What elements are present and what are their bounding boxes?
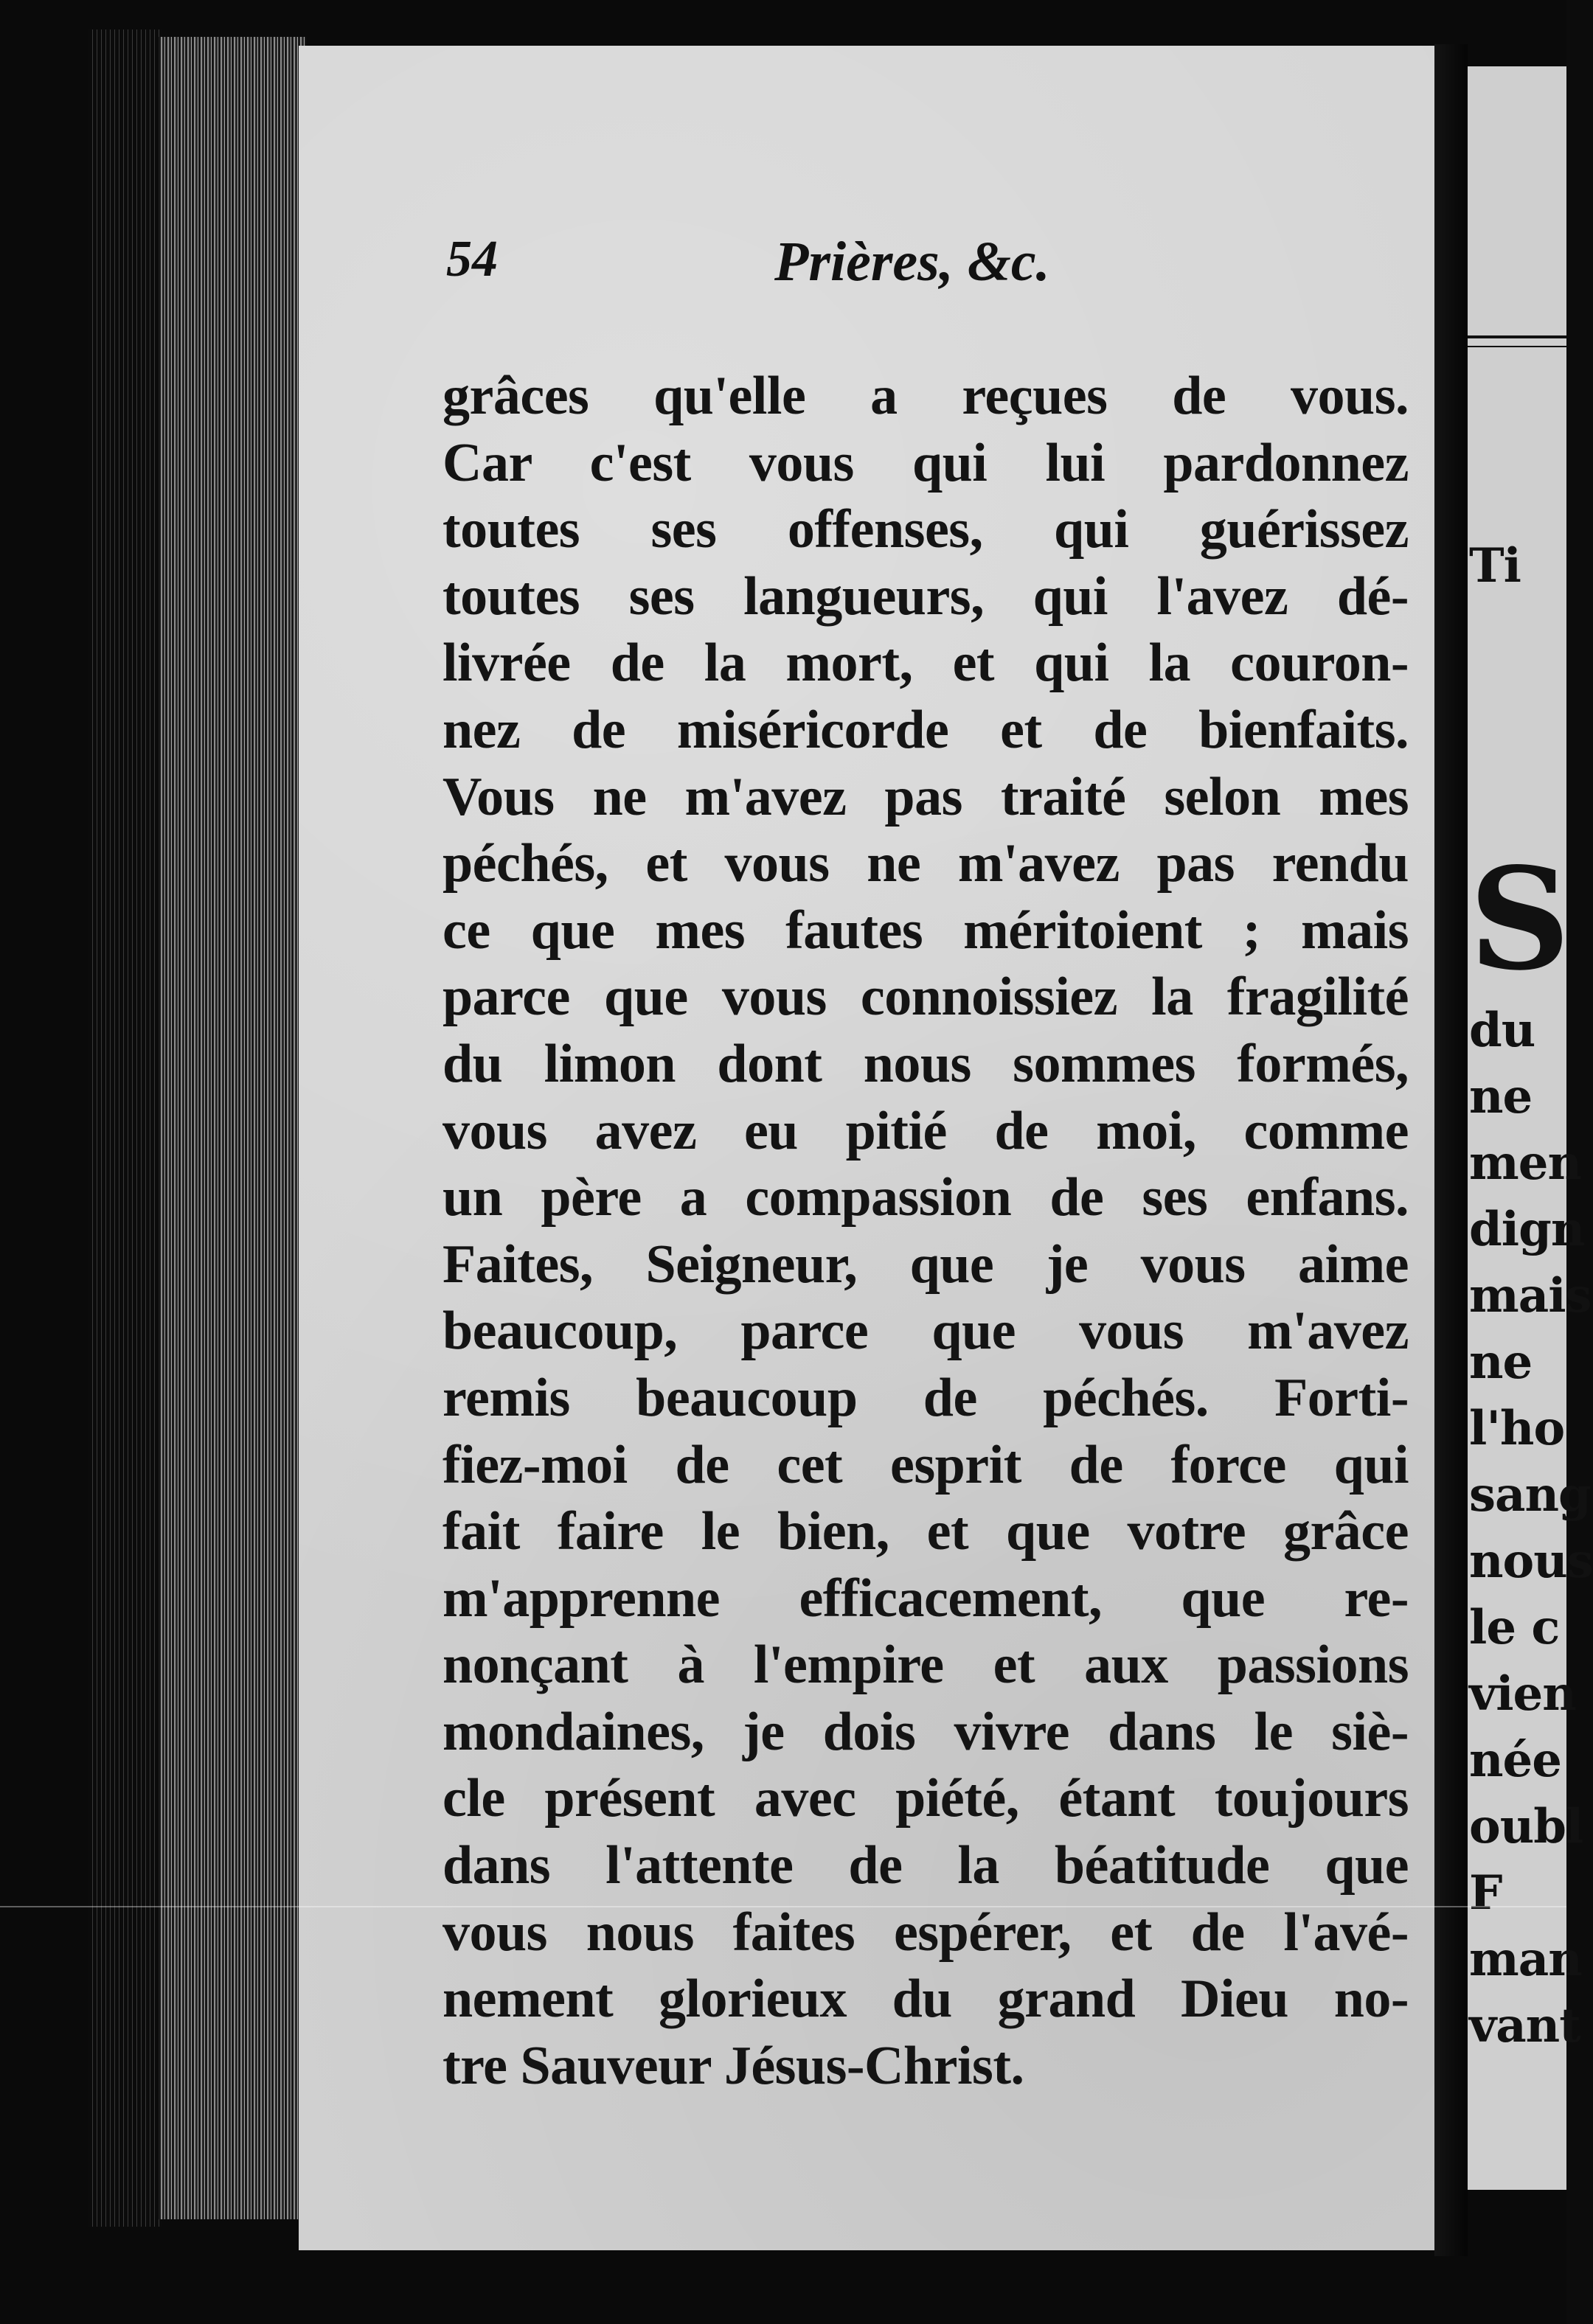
- text-line: du limon dont nous sommes formés,: [442, 1033, 1409, 1094]
- text-line: grâces qu'elle a reçues de vous.: [442, 366, 1409, 426]
- facing-line: mais: [1469, 1268, 1592, 1323]
- left-page: [299, 46, 1434, 2250]
- page-edges: [159, 37, 306, 2219]
- facing-line: man: [1469, 1932, 1582, 1987]
- page-number: 54: [446, 231, 498, 288]
- facing-line: dign: [1469, 1202, 1585, 1257]
- book-gutter: [1434, 44, 1468, 2256]
- text-line: tre Sauveur Jésus-Christ.: [442, 2035, 1024, 2096]
- scan-artifact-line: [0, 1906, 1566, 1907]
- facing-line: ne: [1469, 1069, 1533, 1124]
- text-line: un père a compassion de ses enfans.: [442, 1167, 1409, 1228]
- text-line: mondaines, je dois vivre dans le siè-: [442, 1701, 1409, 1762]
- facing-line: née: [1469, 1733, 1561, 1788]
- text-line: fiez-moi de cet esprit de force qui: [442, 1434, 1409, 1495]
- facing-line: du: [1469, 1003, 1535, 1058]
- text-line: nement glorieux du grand Dieu no-: [442, 1969, 1409, 2030]
- running-head: Prières, &c.: [774, 231, 1050, 293]
- facing-line: ne: [1469, 1335, 1533, 1390]
- text-line: péchés, et vous ne m'avez pas rendu: [442, 833, 1409, 894]
- text-line: vous nous faites espérer, et de l'avé-: [442, 1902, 1409, 1963]
- facing-line: F: [1469, 1865, 1502, 1921]
- facing-page-initial: S: [1469, 837, 1571, 1001]
- text-line: dans l'attente de la béatitude que: [442, 1835, 1409, 1896]
- facing-line: sang: [1469, 1467, 1591, 1523]
- facing-line: men: [1469, 1135, 1581, 1191]
- text-line: nez de miséricorde et de bienfaits.: [442, 699, 1409, 760]
- text-line: cle présent avec piété, étant toujours: [442, 1768, 1409, 1829]
- facing-line: vien: [1469, 1666, 1576, 1722]
- text-line: Car c'est vous qui lui pardonnez: [442, 432, 1409, 493]
- text-line: remis beaucoup de péchés. Forti-: [442, 1367, 1409, 1428]
- text-line: livrée de la mort, et qui la couron-: [442, 633, 1409, 694]
- facing-line: vant: [1469, 1998, 1580, 2053]
- text-line: vous avez eu pitié de moi, comme: [442, 1100, 1409, 1161]
- facing-line: Ti: [1469, 538, 1521, 594]
- facing-page: [1468, 66, 1593, 2190]
- text-line: ce que mes fautes méritoient ; mais: [442, 900, 1409, 961]
- text-line: fait faire le bien, et que votre grâce: [442, 1501, 1409, 1562]
- text-line: parce que vous connoissiez la fragilité: [442, 967, 1409, 1028]
- text-line: m'apprenne efficacement, que re-: [442, 1568, 1409, 1629]
- text-line: toutes ses offenses, qui guérissez: [442, 499, 1409, 560]
- facing-page-rule: [1468, 335, 1566, 347]
- text-line: Vous ne m'avez pas traité selon mes: [442, 766, 1409, 827]
- facing-line: oubl: [1469, 1799, 1583, 1854]
- text-line: toutes ses langueurs, qui l'avez dé-: [442, 566, 1409, 627]
- facing-line: le c: [1469, 1600, 1560, 1655]
- text-line: nonçant à l'empire et aux passions: [442, 1635, 1409, 1696]
- body-text: [442, 363, 1409, 2099]
- book-block-shadow: [88, 29, 162, 2227]
- text-line: Faites, Seigneur, que je vous aime: [442, 1234, 1409, 1295]
- text-line: beaucoup, parce que vous m'avez: [442, 1301, 1409, 1362]
- page-header: [299, 230, 1434, 311]
- facing-line: l'ho: [1469, 1401, 1565, 1456]
- facing-line: nous: [1469, 1534, 1593, 1589]
